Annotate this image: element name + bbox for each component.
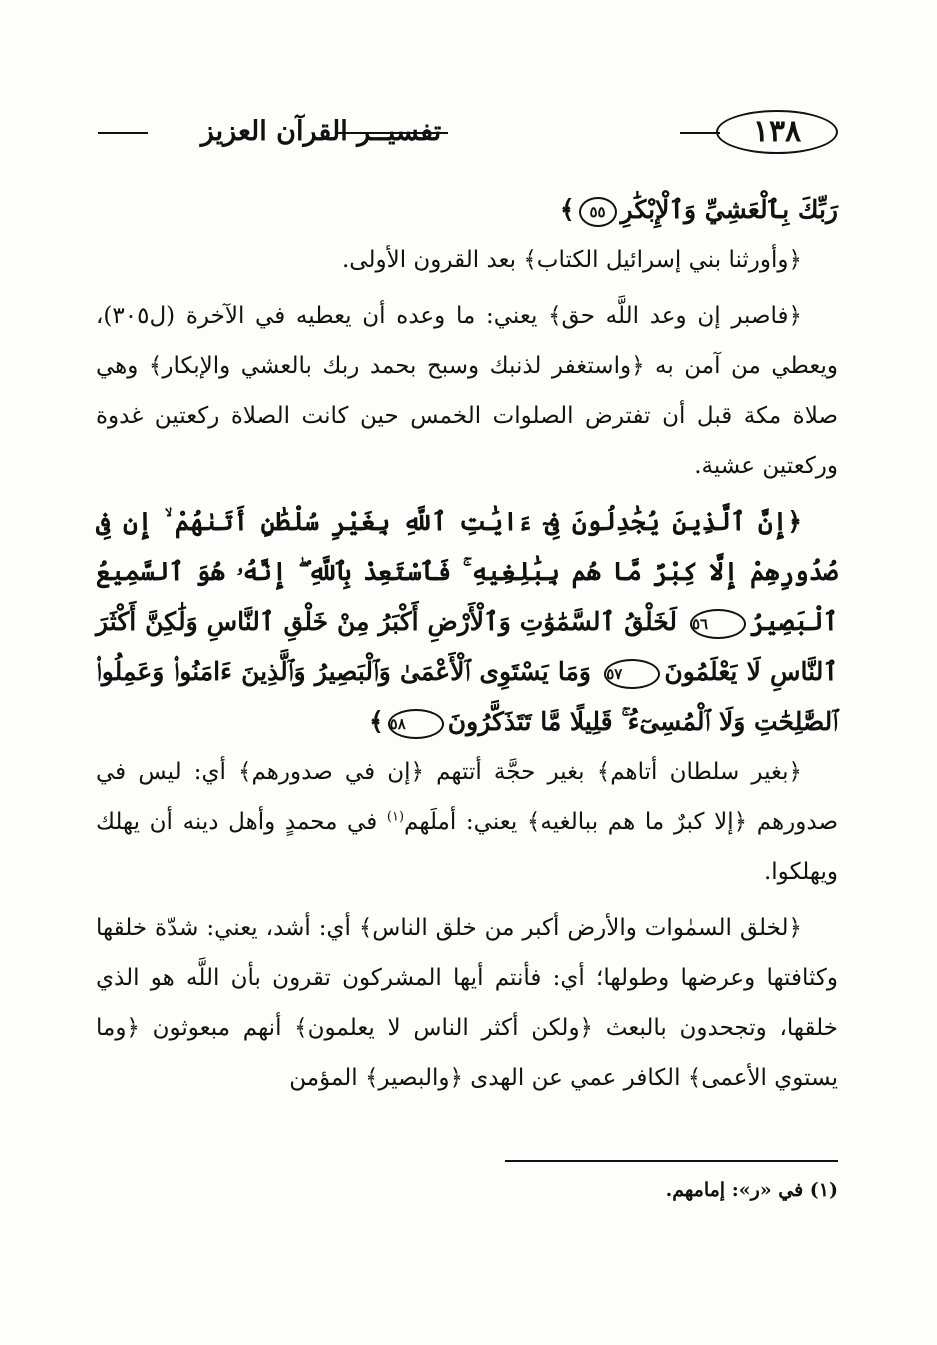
verse-text: وَمَا يَسْتَوِى ٱلْأَعْمَىٰ وَٱلْبَصِيرُ وَٱلَّذِينَ ءَامَنُوا۟ وَعَمِلُوا۟ ٱلصَّٰلِحَٰتِ وَلَا ٱلْمُسِىٓءُ ۚ قَلِيلًا مَّا تَتَذَكَّرُونَ <box>96 657 838 736</box>
verse-text: لَخَلْقُ ٱلسَّمَٰوَٰتِ وَٱلْأَرْضِ أَكْبَرُ مِنْ خَلْقِ ٱلنَّاسِ وَلَٰكِنَّ أَكْثَرَ ٱلنَّاسِ لَا يَعْلَمُونَ <box>96 607 838 686</box>
commentary-text: ﴿بغير سلطان أتاهم﴾ بغير حجَّة أتتهم ﴿إن في صدورهم﴾ أي: ليس في صدورهم ﴿إلا كبرٌ ما هم ببالغيه﴾ يعني: أملَهم <box>96 759 838 835</box>
commentary-text: في محمدٍ وأهل دينه أن يهلك ويهلكوا. <box>96 809 838 885</box>
footnote-marker: (١) <box>386 809 405 825</box>
verse-text: ﴿إِنَّ ٱلَّذِينَ يُجَٰدِلُونَ فِىٓ ءَايَٰتِ ٱللَّهِ بِغَيْرِ سُلْطَٰنٍ أَتَىٰهُمْ ۙ إِن فِى صُدُورِهِمْ إِلَّا كِبْرٌ مَّا هُم بِبَٰلِغِيهِ ۚ فَٱسْتَعِذْ بِٱللَّهِ ۖ إِنَّهُۥ هُوَ ٱلسَّمِيعُ ٱلْبَصِيرُ <box>96 507 838 636</box>
page-body <box>96 185 838 1103</box>
ayah-number: ٥٨ <box>388 709 444 739</box>
page-header <box>98 110 838 156</box>
header-rule <box>98 132 148 134</box>
book-title: تفسيــر القرآن العزيز <box>200 116 442 147</box>
quran-verse-block <box>96 497 838 747</box>
commentary-paragraph: ﴿وأورثنا بني إسرائيل الكتاب﴾ بعد القرون الأولى. <box>342 247 802 273</box>
quran-verse-continuation <box>96 185 838 235</box>
header-rule <box>680 132 720 134</box>
verse-close-bracket: ﴾ <box>368 707 384 736</box>
ayah-number: ٥٥ <box>579 197 617 227</box>
verse-text: رَبِّكَ بِٱلْعَشِيِّ وَٱلْإِبْكَٰرِ <box>620 195 838 224</box>
commentary-paragraph: ﴿لخلق السمٰوات والأرض أكبر من خلق الناس﴾ أي: أشد، يعني: شدّة خلقها وكثافتها وعرضها وطولها؛ أي: فأنتم أيها المشركون تقرون بأن اللَّه هو الذي خلقها، وتجحدون بالبعث ﴿ولكن أكثر الناس لا يعلمون﴾ أنهم مبعوثون ﴿وما يستوي الأعمى﴾ الكافر عمي عن الهدى ﴿والبصير﴾ المؤمن <box>96 915 838 1091</box>
commentary-paragraph: ﴿فاصبر إن وعد اللَّه حق﴾ يعني: ما وعده أن يعطيه في الآخرة (ل٣٠٥)، ويعطي من آمن به ﴿واستغفر لذنبك وسبح بحمد ربك بالعشي والإبكار﴾ وهي صلاة مكة قبل أن تفترض الصلوات الخمس حين كانت الصلاة ركعتين غدوة وركعتين عشية. <box>96 303 838 479</box>
footnote: (١) في «ر»: إمامهم. <box>665 1179 838 1201</box>
verse-close-bracket: ﴾ <box>559 195 575 224</box>
ayah-number: ٥٦ <box>690 609 746 639</box>
footnote-divider <box>505 1160 838 1162</box>
page-number: ١٣٨ <box>716 110 838 154</box>
commentary-paragraph <box>96 747 838 897</box>
ayah-number: ٥٧ <box>604 659 660 689</box>
